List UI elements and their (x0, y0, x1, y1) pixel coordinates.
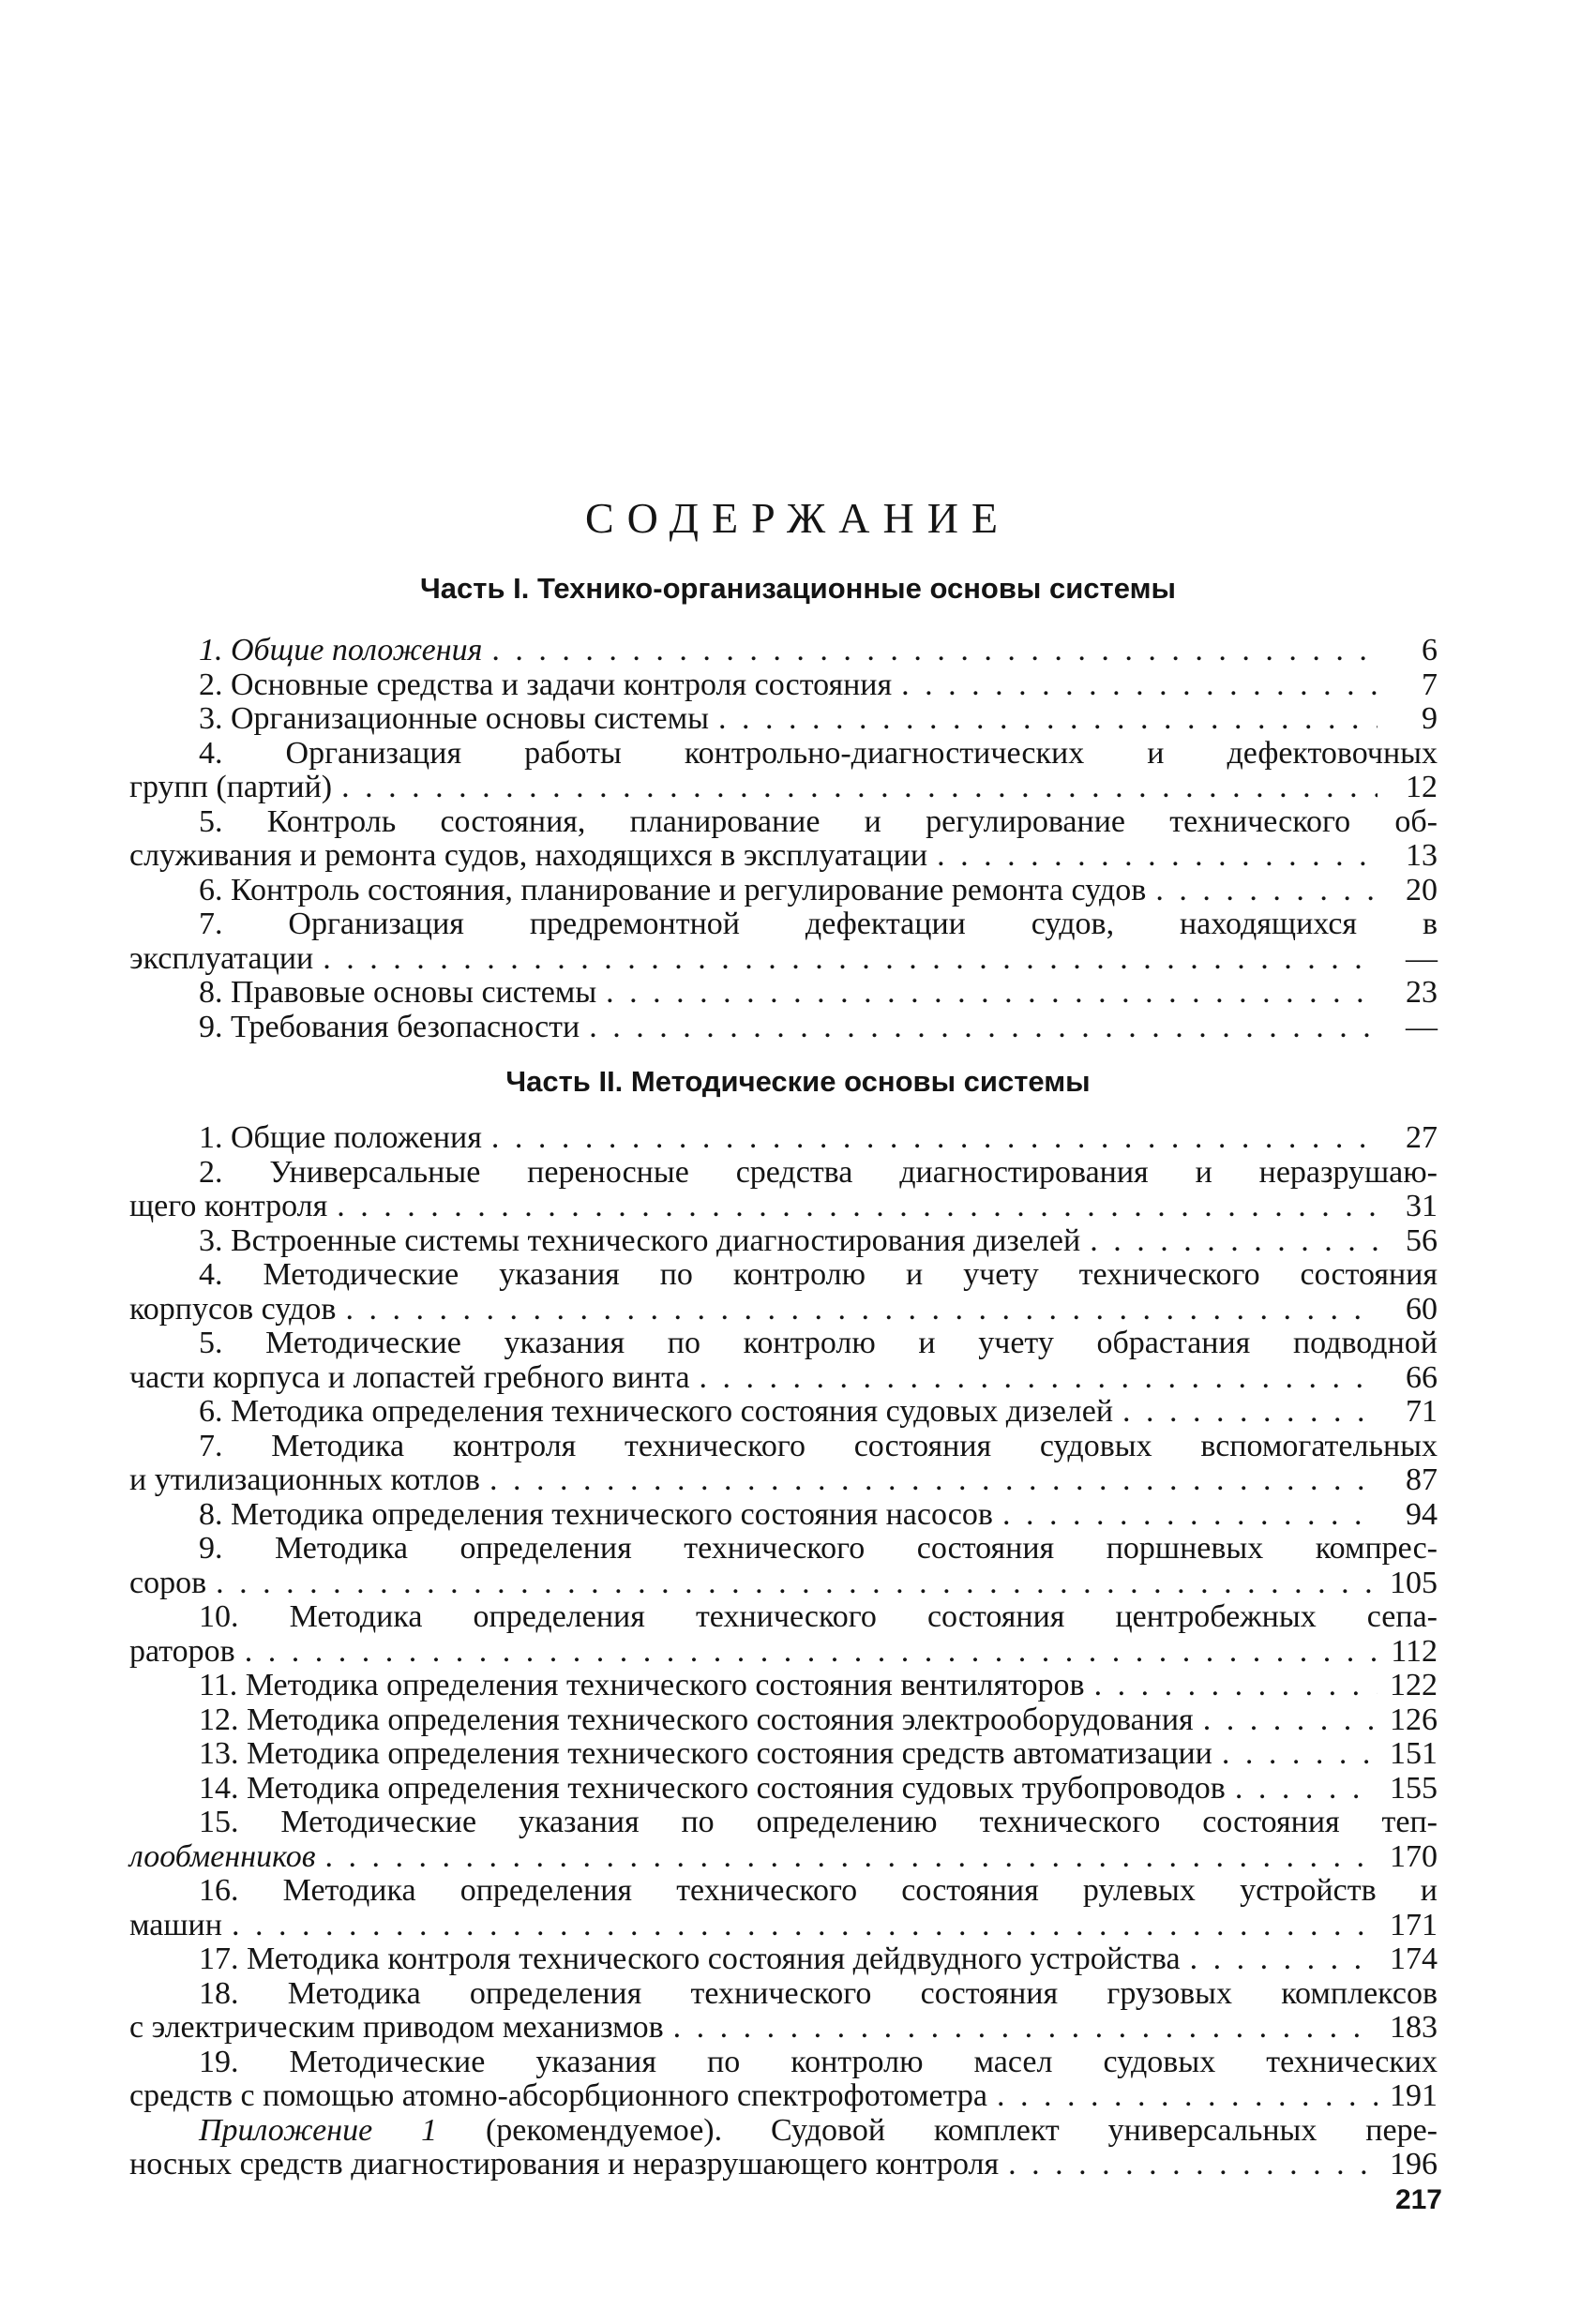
toc-entry-last-line (129, 1703, 1438, 1738)
toc-entry (129, 668, 1438, 703)
toc-entry-last-line (129, 1361, 1438, 1396)
toc-entry-last-line (129, 1737, 1438, 1772)
toc-entry-title: 11. Методика определения технического состояния вентиляторов (199, 1668, 1085, 1702)
toc-entry-page: 112 (1391, 1633, 1438, 1669)
toc-entry-page: 13 (1406, 838, 1438, 873)
toc-entry-page: 170 (1390, 1838, 1438, 1874)
dot-leader (987, 2079, 1378, 2114)
toc-entry-page: 7 (1422, 667, 1438, 702)
toc-entry-page: 122 (1390, 1668, 1438, 1702)
toc-entry (129, 1532, 1438, 1600)
toc-entry (129, 1942, 1438, 1977)
toc-entry-page: — (1406, 940, 1438, 976)
toc-entry-page: 151 (1390, 1736, 1438, 1771)
part-2-toc (129, 1121, 1438, 2182)
toc-entry-last-line (129, 2011, 1438, 2046)
toc-entry-page: 9 (1422, 701, 1438, 736)
toc-entry-first-line (129, 2046, 1438, 2080)
toc-entry (129, 1737, 1438, 1772)
dot-leader (1194, 1703, 1378, 1738)
dot-leader (993, 1498, 1378, 1533)
toc-entry-text: 5. Контроль состояния, планирование и регулирование технического об- (199, 803, 1438, 839)
toc-entry-page: — (1406, 1009, 1438, 1044)
toc-entry-last-line (129, 1190, 1438, 1224)
toc-entry-last-line (129, 1011, 1438, 1045)
toc-entry-text: 15. Методические указания по определению технического состояния теп- (199, 1805, 1438, 1839)
toc-entry-last-line (129, 1669, 1438, 1703)
toc-entry-page: 6 (1422, 633, 1438, 667)
toc-entry-last-line (129, 1772, 1438, 1807)
toc-entry-title: 14. Методика определения технического состояния судовых трубопроводов (199, 1770, 1226, 1806)
toc-entry-title: части корпуса и лопастей гребного винта (129, 1359, 690, 1395)
toc-entry-text: 4. Методические указания по контролю и учету технического состояния (199, 1257, 1438, 1292)
dot-leader (337, 1293, 1378, 1327)
dot-leader (1181, 1942, 1378, 1977)
toc-entry (129, 634, 1438, 668)
toc-entry-text: 19. Методические указания по контролю масел судовых технических (199, 2044, 1438, 2079)
toc-entry-last-line (129, 771, 1438, 805)
toc-entry-title: эксплуатации (129, 940, 314, 976)
toc-entry-first-line (129, 1156, 1438, 1191)
toc-entry-last-line (129, 1567, 1438, 1601)
toc-entry-first-line (129, 1430, 1438, 1464)
toc-entry-text: 5. Методические указания по контролю и учету обрастания подводной (199, 1326, 1438, 1360)
toc-entry (129, 1977, 1438, 2046)
page-number: 217 (1394, 2184, 1442, 2215)
toc-entry-text: 7. Организация предремонтной дефектации судов, находящихся в (199, 907, 1438, 941)
toc-entry (129, 874, 1438, 908)
part-1-heading: Часть I. Технико-организационные основы системы (420, 572, 1176, 605)
dot-leader (332, 771, 1378, 805)
toc-entry (129, 1874, 1438, 1942)
part-1-toc (129, 634, 1438, 1044)
toc-entry-last-line (129, 702, 1438, 737)
toc-entry-last-line (129, 942, 1438, 977)
toc-entry-title: 6. Методика определения технического состояния судовых дизелей (199, 1394, 1114, 1429)
dot-leader (596, 976, 1378, 1011)
toc-entry-title: соров (129, 1565, 207, 1600)
toc-entry (129, 1703, 1438, 1738)
dot-leader (1146, 874, 1378, 908)
toc-entry-first-line (129, 1977, 1438, 2012)
toc-entry-title: 17. Методика контроля технического состояния дейдвудного устройства (199, 1942, 1181, 1976)
toc-entry (129, 1395, 1438, 1430)
toc-entry-title: 8. Правовые основы системы (199, 975, 597, 1010)
toc-entry-title: 2. Основные средства и задачи контроля состояния (199, 667, 893, 702)
toc-entry-last-line (129, 1498, 1438, 1533)
toc-entry-title: с электрическим приводом механизмов (129, 2010, 664, 2045)
dot-leader (206, 1567, 1378, 1601)
toc-entry-first-line (129, 1327, 1438, 1361)
toc-entry-title: и утилизационных котлов (129, 1462, 480, 1497)
toc-entry-title: раторов (129, 1633, 235, 1669)
toc-entry-page: 31 (1406, 1189, 1438, 1223)
toc-entry-page: 155 (1390, 1770, 1438, 1806)
toc-entry-text: (рекомендуемое). Судовой комплект универсальных пере- (437, 2112, 1438, 2148)
toc-entry-last-line (129, 2079, 1438, 2114)
toc-entry (129, 1498, 1438, 1533)
dot-leader (1080, 1224, 1378, 1259)
dot-leader (222, 1909, 1378, 1943)
toc-entry-page: 183 (1390, 2010, 1438, 2045)
toc-entry-text: 10. Методика определения технического состояния центробежных сепа- (199, 1599, 1438, 1634)
toc-entry-title: 8. Методика определения технического состояния насосов (199, 1496, 993, 1532)
toc-entry-page: 126 (1390, 1702, 1438, 1737)
toc-entry-page: 66 (1406, 1359, 1438, 1395)
toc-entry-page: 71 (1406, 1394, 1438, 1429)
dot-leader (709, 702, 1378, 737)
toc-entry (129, 907, 1438, 976)
toc-entry-text: 2. Универсальные переносные средства диагностирования и неразрушаю- (199, 1154, 1438, 1190)
dot-leader (316, 1840, 1378, 1875)
dot-leader (313, 942, 1378, 977)
toc-entry-first-line (129, 907, 1438, 942)
dot-leader (1226, 1772, 1378, 1807)
toc-entry (129, 1011, 1438, 1045)
toc-entry (129, 1806, 1438, 1874)
appendix-label: Приложение 1 (199, 2112, 438, 2148)
dot-leader (1085, 1669, 1378, 1703)
toc-entry (129, 1669, 1438, 1703)
toc-entry-page: 105 (1390, 1565, 1438, 1600)
toc-entry-title: служивания и ремонта судов, находящихся в эксплуатации (129, 838, 928, 873)
toc-entry-title: групп (партий) (129, 770, 333, 804)
toc-entry (129, 1430, 1438, 1498)
toc-entry-first-line (129, 1258, 1438, 1293)
toc-entry-last-line (129, 1293, 1438, 1327)
toc-entry-last-line (129, 1942, 1438, 1977)
toc-entry-page: 191 (1390, 2078, 1438, 2113)
toc-entry-page: 12 (1406, 770, 1438, 804)
toc-entry-last-line (129, 839, 1438, 874)
toc-entry (129, 1600, 1438, 1669)
toc-entry-first-line (129, 2114, 1438, 2149)
toc-entry-title: 3. Встроенные системы технического диагностирования дизелей (199, 1222, 1081, 1258)
toc-entry (129, 1258, 1438, 1327)
toc-entry-title: 3. Организационные основы системы (199, 701, 709, 736)
toc-entry (129, 1224, 1438, 1259)
toc-entry (129, 1121, 1438, 1156)
dot-leader (482, 634, 1378, 668)
toc-entry-title: лообменников (129, 1838, 316, 1874)
toc-entry-title: 1. Общие положения (199, 1120, 482, 1155)
toc-entry-last-line (129, 1395, 1438, 1430)
toc-entry-page: 23 (1406, 975, 1438, 1010)
toc-entry-first-line (129, 1600, 1438, 1635)
dot-leader (235, 1635, 1378, 1670)
dot-leader (664, 2011, 1378, 2046)
toc-entry-page: 94 (1406, 1496, 1438, 1532)
toc-entry (129, 2046, 1438, 2114)
toc-entry-text: 4. Организация работы контрольно-диагностических и дефектовочных (199, 735, 1438, 771)
toc-entry-text: 16. Методика определения технического состояния рулевых устройств и (199, 1873, 1438, 1908)
toc-entry (129, 2114, 1438, 2182)
toc-entry-last-line (129, 1840, 1438, 1875)
toc-entry-last-line (129, 634, 1438, 668)
toc-entry (129, 805, 1438, 874)
toc-entry-text: 9. Методика определения технического состояния поршневых компрес- (199, 1531, 1438, 1566)
dot-leader (927, 839, 1378, 874)
toc-entry-first-line (129, 1874, 1438, 1909)
toc-entry-last-line (129, 874, 1438, 908)
page-title: СОДЕРЖАНИЕ (584, 494, 1012, 542)
toc-entry (129, 1772, 1438, 1807)
dot-leader (690, 1361, 1378, 1396)
toc-entry-last-line (129, 2148, 1438, 2182)
toc-entry-page: 60 (1406, 1291, 1438, 1327)
toc-entry-title: машин (129, 1907, 222, 1942)
toc-entry-page: 174 (1390, 1942, 1438, 1976)
toc-entry-page: 56 (1406, 1222, 1438, 1258)
toc-entry-text: 7. Методика контроля технического состояния судовых вспомогательных (199, 1428, 1438, 1463)
toc-entry-title: корпусов судов (129, 1291, 337, 1327)
toc-entry (129, 737, 1438, 805)
toc-entry-title: 12. Методика определения технического состояния электрооборудования (199, 1702, 1194, 1737)
dot-leader (1113, 1395, 1378, 1430)
toc-entry-last-line (129, 668, 1438, 703)
toc-entry-text: 18. Методика определения технического состояния грузовых комплексов (199, 1975, 1438, 2011)
toc-entry-title: 13. Методика определения технического состояния средств автоматизации (199, 1736, 1212, 1771)
part-2-heading: Часть II. Методические основы системы (505, 1065, 1091, 1098)
dot-leader (1212, 1737, 1378, 1772)
dot-leader (580, 1011, 1378, 1045)
toc-entry-first-line (129, 1532, 1438, 1567)
toc-entry-page: 20 (1406, 872, 1438, 907)
dot-leader (999, 2148, 1378, 2182)
toc-entry-last-line (129, 1121, 1438, 1156)
dot-leader (327, 1190, 1378, 1224)
toc-entry-title: щего контроля (129, 1189, 328, 1223)
dot-leader (480, 1463, 1378, 1498)
toc-entry-first-line (129, 737, 1438, 772)
toc-entry-title: 6. Контроль состояния, планирование и регулирование ремонта судов (199, 872, 1147, 907)
dot-leader (482, 1121, 1378, 1156)
toc-entry (129, 702, 1438, 737)
toc-entry-first-line (129, 1806, 1438, 1840)
toc-entry-first-line (129, 805, 1438, 840)
toc-entry-last-line (129, 1224, 1438, 1259)
toc-entry (129, 1327, 1438, 1395)
toc-entry-title: 1. Общие положения (199, 633, 483, 667)
toc-entry-page: 196 (1390, 2147, 1438, 2182)
toc-entry-title: носных средств диагностирования и неразрушающего контроля (129, 2147, 1000, 2182)
toc-entry-last-line (129, 1463, 1438, 1498)
toc-entry-last-line (129, 1909, 1438, 1943)
toc-entry (129, 976, 1438, 1011)
toc-entry (129, 1156, 1438, 1224)
toc-entry-last-line (129, 1635, 1438, 1670)
toc-entry-title: 9. Требования безопасности (199, 1009, 580, 1044)
toc-entry-page: 171 (1390, 1907, 1438, 1942)
toc-entry-last-line (129, 976, 1438, 1011)
toc-entry-title: средств с помощью атомно-абсорбционного спектрофотометра (129, 2078, 987, 2113)
toc-entry-page: 87 (1406, 1462, 1438, 1497)
toc-entry-page: 27 (1406, 1120, 1438, 1155)
dot-leader (892, 668, 1378, 703)
